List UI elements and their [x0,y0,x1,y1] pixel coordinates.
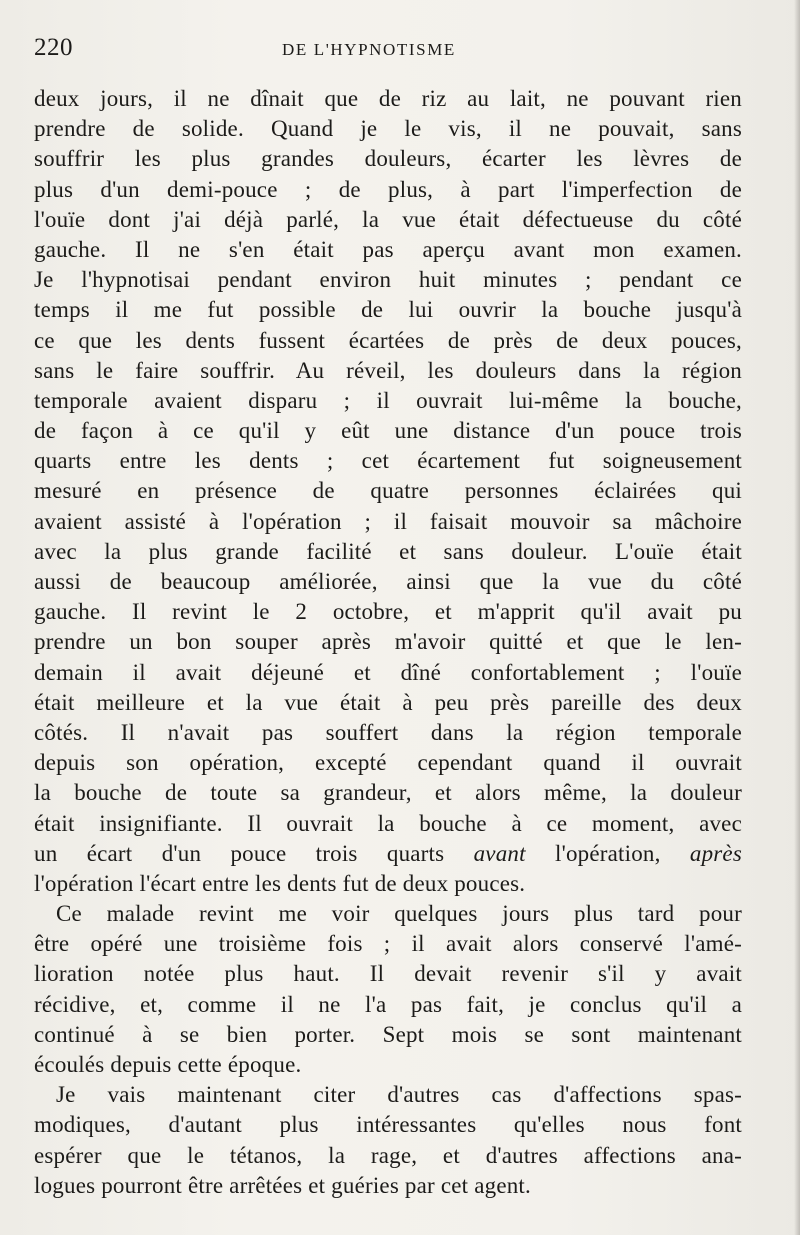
text-line: être opéré une troisième fois ; il avait alors conservé l'amé- [34,931,742,957]
text-line: depuis son opération, excepté cependant quand il ouvrait [34,750,742,776]
text-line-with-italics [34,839,742,869]
text-line: gauche. Il revint le 2 octobre, et m'apprit qu'il avait pu [34,599,742,625]
text-line: de façon à ce qu'il y eût une distance d'un pouce trois [34,418,742,444]
text-line: gauche. Il ne s'en était pas aperçu avant mon examen. [34,236,742,262]
text-line: prendre un bon souper après m'avoir quitté et que le len- [34,629,742,655]
text-line: deux jours, il ne dînait que de riz au lait, ne pouvant rien [34,86,742,111]
italic-word-avant: avant [473,840,526,866]
text-line: modiques, d'autant plus intéressantes qu'elles nous font [34,1112,742,1138]
text-line: souffrir les plus grandes douleurs, écarter les lèvres de [34,146,742,172]
text-line: quarts entre les dents ; cet écartement fut soigneusement [34,448,742,474]
page-number: 220 [34,34,73,61]
text-line: récidive, et, comme il ne l'a pas fait, je conclus qu'il a [34,991,742,1017]
text-line: avaient assisté à l'opération ; il faisait mouvoir sa mâchoire [34,508,742,534]
text-line: était insignifiante. Il ouvrait la bouche à ce moment, avec [34,810,742,836]
body-text [34,84,742,1201]
text-line: ce que les dents fussent écartées de près de deux pouces, [34,327,742,353]
text-line: Je l'hypnotisai pendant environ huit minutes ; pendant ce [34,267,742,293]
text-line: la bouche de toute sa grandeur, et alors même, la douleur [34,780,742,806]
text-line: lioration notée plus haut. Il devait revenir s'il y avait [34,961,742,987]
text-line: avec la plus grande facilité et sans douleur. L'ouïe était [34,538,742,564]
text-line: espérer que le tétanos, la rage, et d'autres affections ana- [34,1142,742,1168]
text-line: mesuré en présence de quatre personnes éclairées qui [34,478,742,504]
text-segment: l'opération, [525,840,690,866]
text-line: l'opération l'écart entre les dents fut de deux pouces. [34,870,526,896]
text-line: sans le faire souffrir. Au réveil, les douleurs dans la région [34,357,742,383]
text-line: temporale avaient disparu ; il ouvrait lui-même la bouche, [34,387,742,413]
paragraph-3 [34,1080,742,1201]
text-line: plus d'un demi-pouce ; de plus, à part l'imperfection de [34,176,742,202]
text-line: était meilleure et la vue était à peu près pareille des deux [34,689,742,715]
running-head: DE L'HYPNOTISME [282,40,456,59]
page-header [34,34,762,66]
page-edge-shadow [794,0,800,1235]
text-line: Je vais maintenant citer d'autres cas d'affections spas- [56,1082,742,1108]
text-line: l'ouïe dont j'ai déjà parlé, la vue était défectueuse du côté [34,206,742,232]
italic-word-apres: après [689,840,742,866]
text-line: aussi de beaucoup améliorée, ainsi que la vue du côté [34,569,742,594]
text-line: Ce malade revint me voir quelques jours plus tard pour [56,901,742,927]
text-line: continué à se bien porter. Sept mois se sont maintenant [34,1021,742,1047]
text-line: logues pourront être arrêtées et guéries par cet agent. [34,1172,531,1198]
paragraph-2 [34,899,742,1080]
text-line: prendre de solide. Quand je le vis, il ne pouvait, sans [34,116,742,142]
text-line: côtés. Il n'avait pas souffert dans la région temporale [34,719,742,745]
paragraph-1 [34,84,742,899]
text-segment: un écart d'un pouce trois quarts [34,840,474,866]
text-line: écoulés depuis cette époque. [34,1052,302,1077]
text-line: demain il avait déjeuné et dîné confortablement ; l'ouïe [34,659,742,685]
text-line: temps il me fut possible de lui ouvrir la bouche jusqu'à [34,297,742,323]
